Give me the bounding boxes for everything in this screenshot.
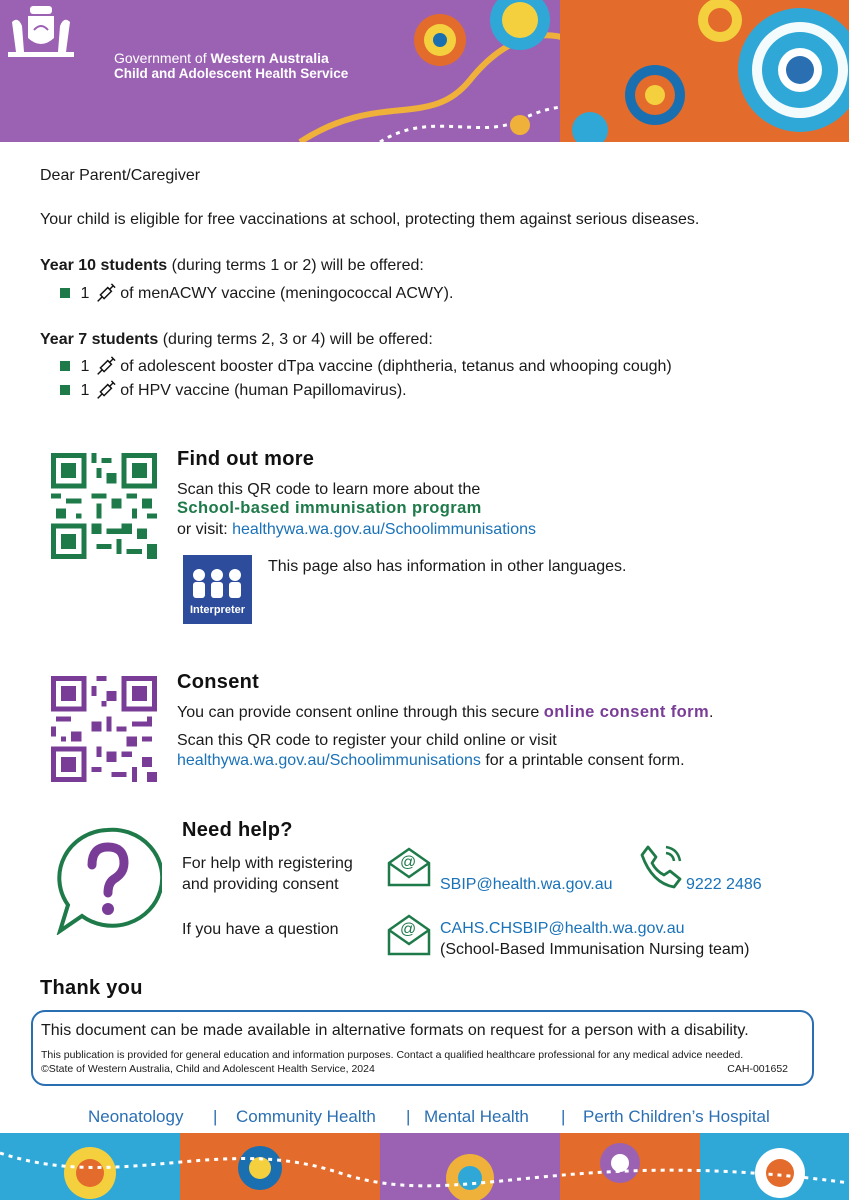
- government-title: Government of Western Australia: [114, 50, 329, 66]
- visit-line: or visit: healthywa.wa.gov.au/Schoolimmunisations: [177, 521, 536, 538]
- consent-text-2: Scan this QR code to register your child online or visit: [177, 732, 557, 749]
- qr-code-find-out-more[interactable]: [51, 453, 157, 559]
- languages-text: This page also has information in other languages.: [268, 558, 627, 575]
- qr-code-consent[interactable]: [51, 676, 157, 782]
- bullet-icon: [60, 361, 70, 371]
- question-mark-icon: [52, 825, 162, 935]
- list-item: 1 of adolescent booster dTpa vaccine (diphtheria, tetanus and whooping cough): [60, 356, 672, 378]
- bullet-icon: [60, 288, 70, 298]
- footer-art-decoration: [0, 1133, 849, 1200]
- email-icon: [385, 910, 433, 958]
- question-email-link[interactable]: CAHS.CHSBIP@health.wa.gov.au: [440, 920, 685, 937]
- svg-text:@: @: [400, 854, 417, 871]
- phone-number-link[interactable]: 9222 2486: [686, 876, 762, 893]
- interpreter-label: Interpreter: [189, 604, 246, 616]
- phone-icon: [638, 843, 684, 889]
- find-out-more-text: Scan this QR code to learn more about the: [177, 481, 481, 498]
- copyright-text: ©State of Western Australia, Child and Adolescent Health Service, 2024: [41, 1063, 375, 1075]
- list-item: 1 of HPV vaccine (human Papillomavirus).: [60, 380, 407, 402]
- healthywa-link[interactable]: healthywa.wa.gov.au/Schoolimmunisations: [232, 521, 536, 538]
- footer-link-perth-childrens-hospital[interactable]: Perth Children’s Hospital: [583, 1107, 770, 1126]
- footer-separator: |: [561, 1107, 566, 1126]
- syringe-icon: [94, 380, 116, 402]
- footer-separator: |: [406, 1107, 411, 1126]
- footer-link-neonatology[interactable]: Neonatology: [88, 1107, 184, 1126]
- need-help-heading: Need help?: [182, 819, 293, 841]
- footer-links: [0, 1107, 849, 1133]
- greeting: Dear Parent/Caregiver: [40, 167, 201, 184]
- email-icon: [385, 845, 433, 889]
- footer-link-mental-health[interactable]: Mental Health: [424, 1107, 529, 1126]
- list-item: 1 of menACWY vaccine (meningococcal ACWY).: [60, 283, 453, 305]
- year7-heading: Year 7 students (during terms 2, 3 or 4) will be offered:: [40, 331, 433, 348]
- interpreter-icon: [183, 555, 252, 624]
- syringe-icon: [94, 283, 116, 305]
- footer-separator: |: [213, 1107, 218, 1126]
- syringe-icon: [94, 356, 116, 378]
- people-icon: [183, 555, 252, 607]
- thank-you-heading: Thank you: [40, 977, 143, 999]
- bullet-icon: [60, 385, 70, 395]
- help-register-line1: For help with registering: [182, 855, 353, 872]
- service-name: Child and Adolescent Health Service: [114, 66, 349, 81]
- online-consent-link[interactable]: online consent form: [543, 703, 710, 721]
- alternative-formats-text: This document can be made available in alternative formats on request for a person with a disability.: [41, 1022, 749, 1039]
- accessibility-notice: [31, 1010, 814, 1086]
- consent-heading: Consent: [177, 671, 260, 693]
- healthywa-consent-link[interactable]: healthywa.wa.gov.au/Schoolimmunisations: [177, 752, 481, 769]
- program-name[interactable]: School-based immunisation program: [177, 499, 482, 517]
- wa-government-crest: [0, 0, 82, 62]
- disclaimer-text: This publication is provided for general education and information purposes. Contact a qualified healthcare professional for any medical advice needed.: [41, 1049, 744, 1061]
- consent-text-3: healthywa.wa.gov.au/Schoolimmunisations for a printable consent form.: [177, 752, 685, 769]
- document-code: CAH-001652: [727, 1063, 788, 1075]
- register-email-link[interactable]: SBIP@health.wa.gov.au: [440, 876, 613, 893]
- footer-link-community-health[interactable]: Community Health: [236, 1107, 376, 1126]
- intro-text: Your child is eligible for free vaccinations at school, protecting them against serious diseases.: [40, 211, 700, 228]
- aboriginal-art-footer: [0, 1133, 849, 1200]
- year10-heading: Year 10 students (during terms 1 or 2) will be offered:: [40, 257, 424, 274]
- header-banner: [0, 0, 849, 142]
- help-question-text: If you have a question: [182, 921, 339, 938]
- help-register-line2: and providing consent: [182, 876, 339, 893]
- nursing-team-text: (School-Based Immunisation Nursing team): [440, 941, 750, 958]
- svg-text:@: @: [400, 921, 417, 938]
- consent-text-1: You can provide consent online through this secure online consent form.: [177, 703, 714, 721]
- find-out-more-heading: Find out more: [177, 448, 315, 470]
